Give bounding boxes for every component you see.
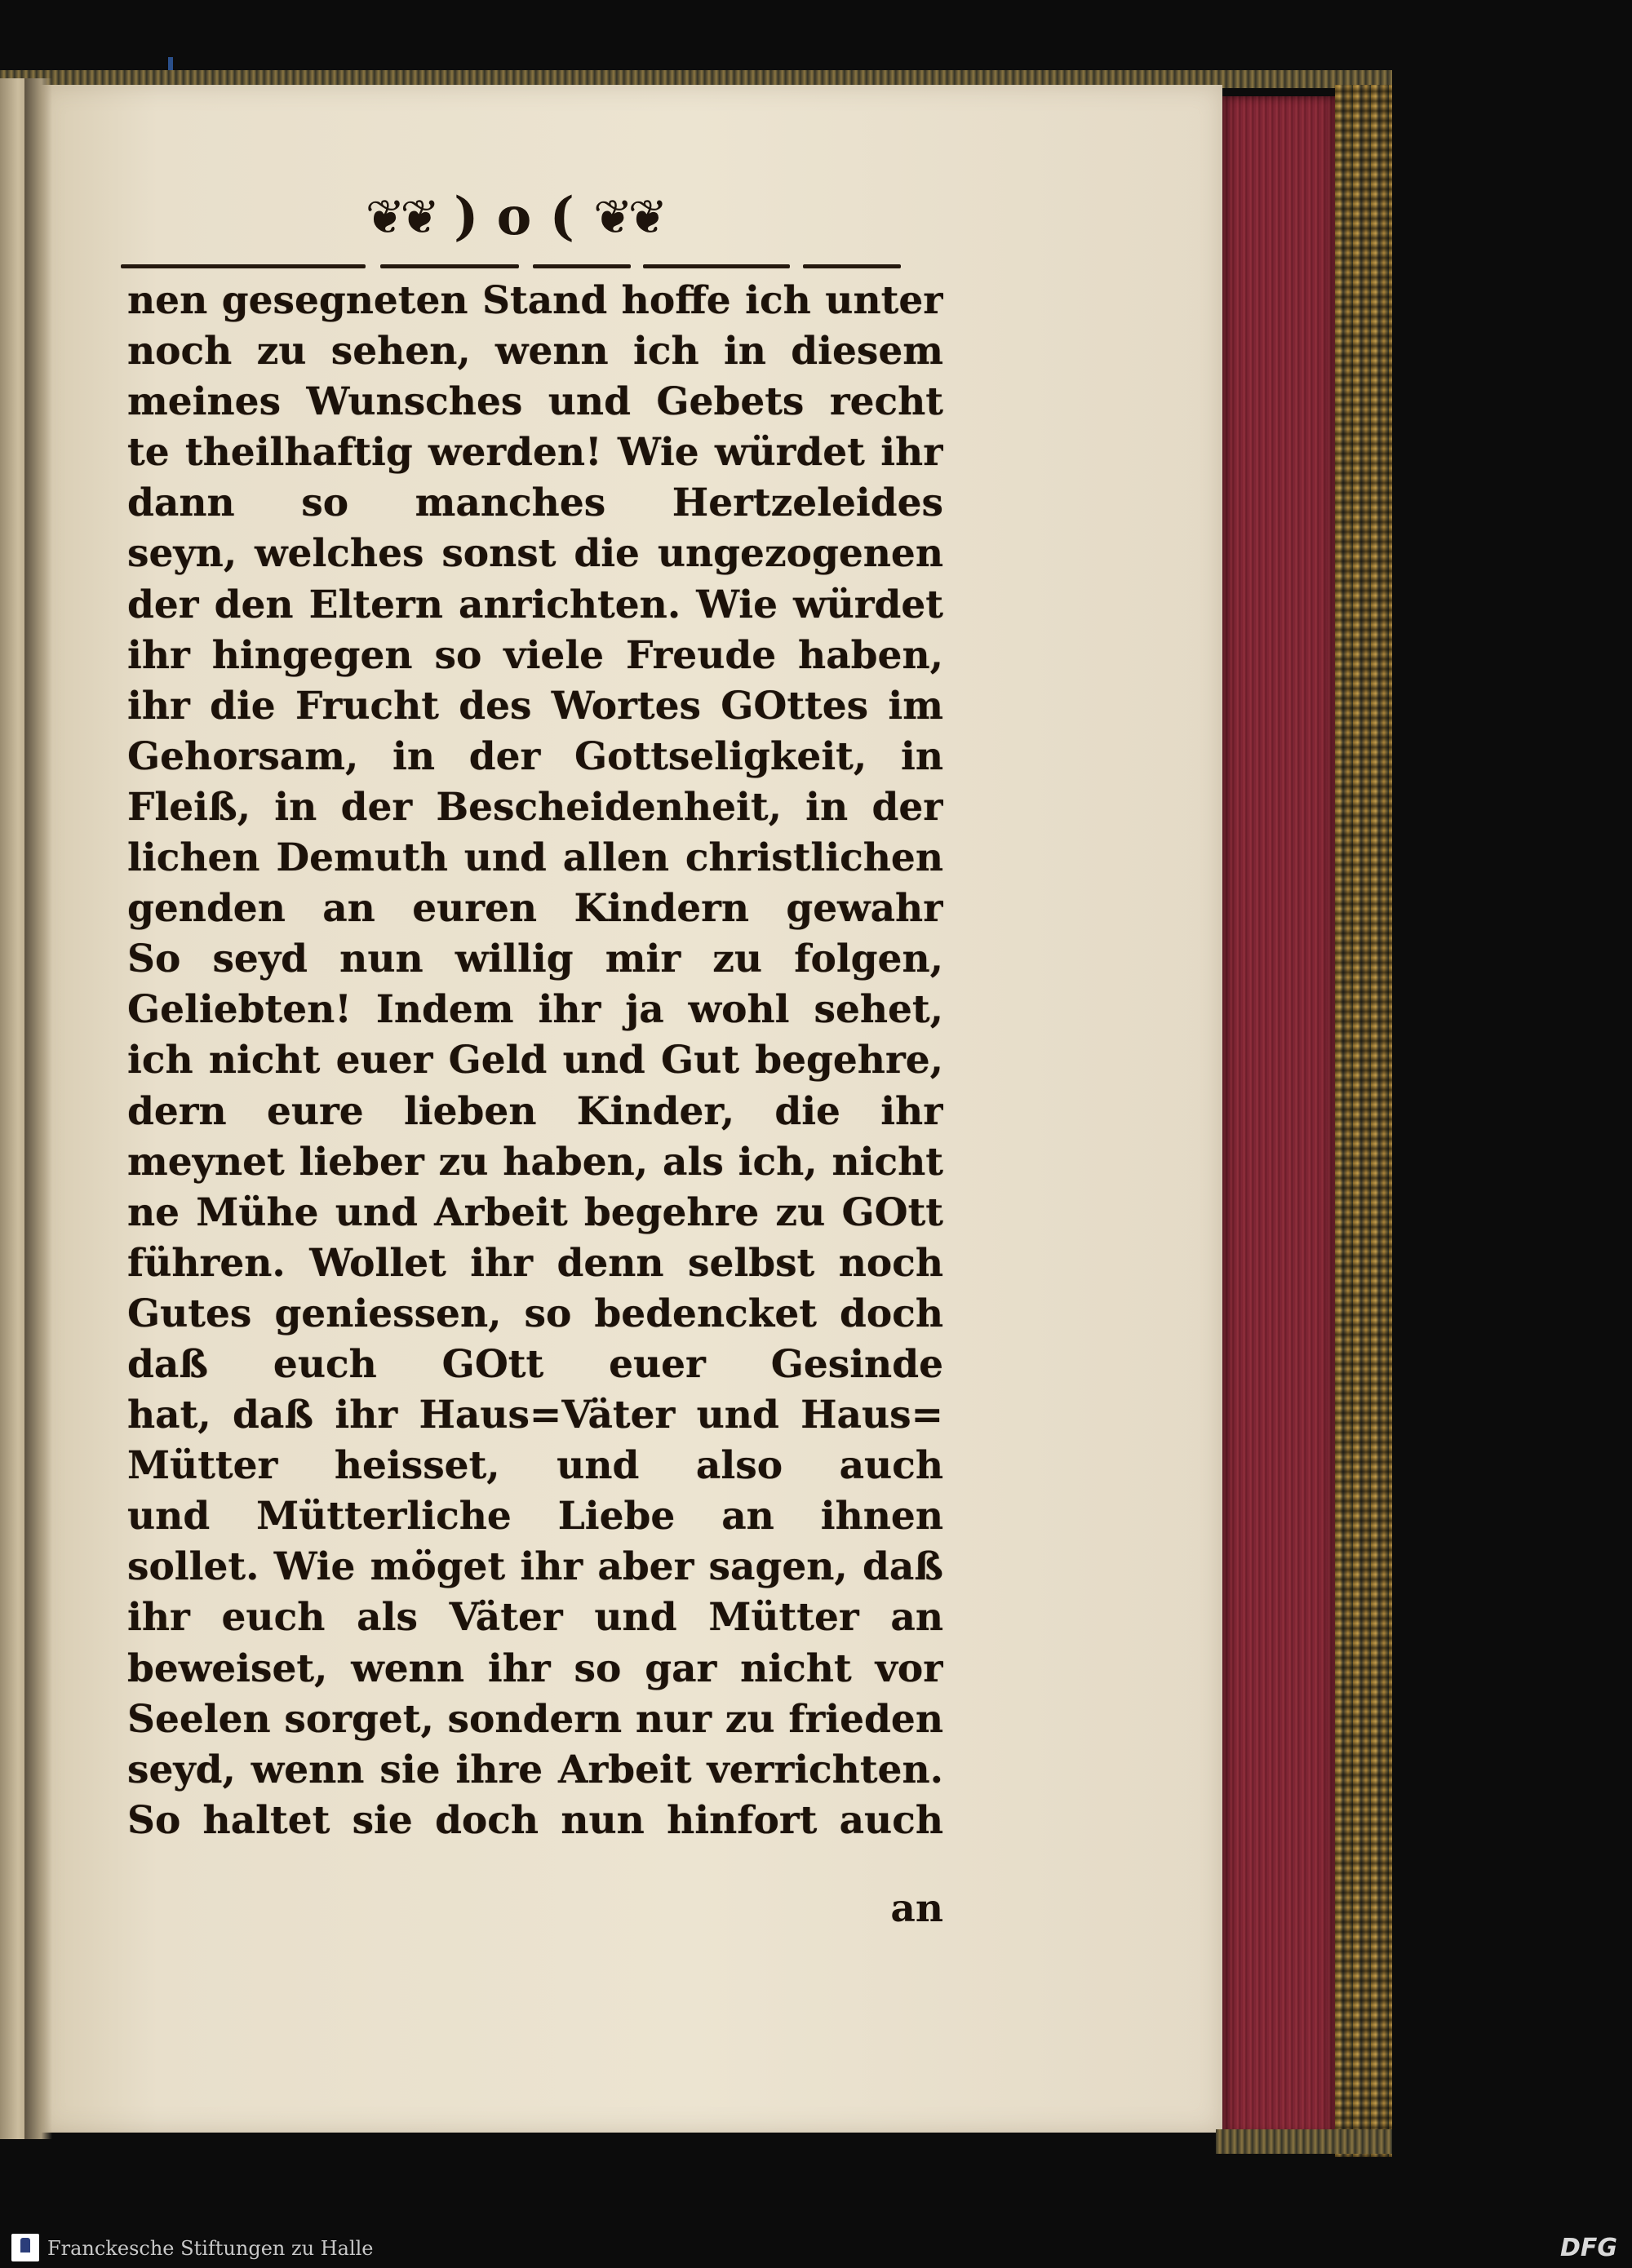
- header-rule-segment: [121, 264, 366, 268]
- header-ornament-left: ❦❦: [365, 188, 435, 245]
- header-rule-segment: [803, 264, 901, 268]
- text-line: ich nicht euer Geld und Gut begehre,: [127, 1038, 943, 1083]
- footer-bar: [0, 2227, 1632, 2268]
- header-rule-segment: [643, 264, 790, 268]
- body-text: [127, 276, 943, 1846]
- funder-logo: DFG: [1559, 2234, 1617, 2262]
- text-line: ihr hingegen so viele Freude haben,: [127, 632, 943, 678]
- text-line: Mütter heisset, und also auch: [127, 1443, 943, 1489]
- text-line: lichen Demuth und allen christlichen: [127, 835, 943, 881]
- text-line: ne Mühe und Arbeit begehre zu GOtt: [127, 1189, 943, 1235]
- text-line: Fleiß, in der Bescheidenheit, in der: [127, 784, 943, 830]
- institution-name: Franckesche Stiftungen zu Halle: [47, 2237, 374, 2260]
- text-line: führen. Wollet ihr denn selbst noch: [127, 1240, 943, 1286]
- text-line: hat, daß ihr Haus=Väter und Haus=: [127, 1393, 943, 1438]
- cover-board-bottom-edge: [1216, 2129, 1392, 2154]
- text-line: ihr die Frucht des Wortes GOttes im: [127, 683, 943, 729]
- gilt-cover-border: [1335, 85, 1392, 2157]
- text-line: beweiset, wenn ihr so gar nicht vor: [127, 1646, 943, 1691]
- text-line: ihr euch als Väter und Mütter an: [127, 1595, 943, 1641]
- text-line: Geliebten! Indem ihr ja wohl sehet,: [127, 987, 943, 1033]
- text-line: sollet. Wie möget ihr aber sagen, daß: [127, 1544, 943, 1590]
- text-line: So seyd nun willig mir zu folgen,: [127, 937, 943, 982]
- text-line: seyn, welches sonst die ungezogenen: [127, 531, 943, 577]
- text-line: genden an euren Kindern gewahr: [127, 886, 943, 932]
- header-rule: [121, 264, 901, 272]
- text-line: Gutes geniessen, so bedencket doch: [127, 1291, 943, 1336]
- text-line: seyd, wenn sie ihre Arbeit verrichten.: [127, 1747, 943, 1792]
- text-line: der den Eltern anrichten. Wie würdet: [127, 582, 943, 627]
- page-number: ) o (: [454, 186, 574, 247]
- text-line: dann so manches Hertzeleides: [127, 481, 943, 526]
- header-ornament-right: ❦❦: [593, 188, 663, 245]
- text-line: te theilhaftig werden! Wie würdet ihr: [127, 430, 943, 476]
- text-line: Seelen sorget, sondern nur zu frieden: [127, 1696, 943, 1742]
- text-line: nen gesegneten Stand hoffe ich unter: [127, 278, 943, 323]
- text-line: meynet lieber zu haben, als ich, nicht: [127, 1139, 943, 1185]
- catchword: an: [890, 1886, 943, 1931]
- text-line: Gehorsam, in der Gottseligkeit, in: [127, 733, 943, 779]
- text-line: dern eure lieben Kinder, die ihr: [127, 1088, 943, 1134]
- header-rule-segment: [380, 264, 519, 268]
- page-header: [122, 186, 906, 259]
- header-rule-segment: [533, 264, 631, 268]
- text-line: und Mütterliche Liebe an ihnen: [127, 1494, 943, 1539]
- text-line: noch zu sehen, wenn ich in diesem: [127, 329, 943, 374]
- page-gutter-shadow: [24, 78, 52, 2139]
- institution-logo-icon: [11, 2234, 39, 2261]
- text-line: daß euch GOtt euer Gesinde: [127, 1341, 943, 1387]
- red-page-edges: [1222, 96, 1337, 2136]
- text-line: So haltet sie doch nun hinfort auch: [127, 1797, 943, 1843]
- text-line: meines Wunsches und Gebets recht: [127, 379, 943, 425]
